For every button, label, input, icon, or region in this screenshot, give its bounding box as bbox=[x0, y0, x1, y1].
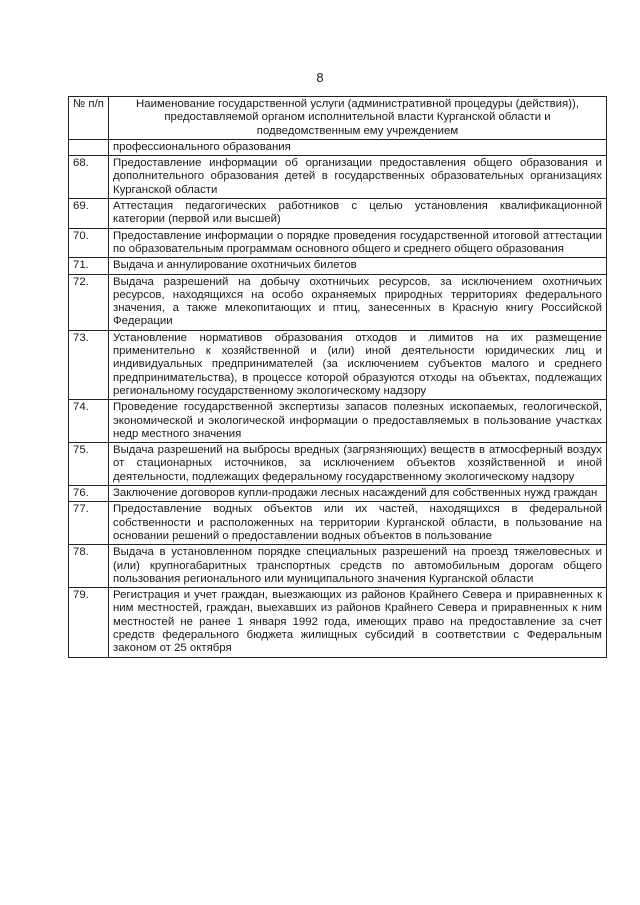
row-service-name: Выдача разрешений на выбросы вредных (загрязняющих) веществ в атмосферный воздух от стационарных источников, за исключением объектов хозяйственной и иной деятельности, подлежащих федеральному государственному экологическому надзору bbox=[109, 443, 607, 486]
row-service-name: Выдача разрешений на добычу охотничьих ресурсов, за исключением охотничьих ресурсов, находящихся на особо охраняемых природных территориях федерального значения, а также млекопитающих и птиц, занесенных в Красную книгу Российской Федерации bbox=[109, 274, 607, 330]
page-number: 8 bbox=[316, 70, 324, 85]
services-table bbox=[68, 96, 607, 658]
row-service-name: Установление нормативов образования отходов и лимитов на их размещение применительно к хозяйственной и (или) иной деятельности юридических лиц и индивидуальных предпринимателей (за исключением субъектов малого и среднего предпринимательства), в процессе которой образуются отходы на объектах, подлежащих региональному государственному экологическому надзору bbox=[109, 330, 607, 399]
row-number: 71. bbox=[69, 258, 109, 274]
table-header-row bbox=[69, 97, 607, 140]
row-service-name: Выдача в установленном порядке специальных разрешений на проезд тяжеловесных и (или) крупногабаритных транспортных средств по автомобильным дорогам общего пользования регионального или муниципального значения Курганской области bbox=[109, 545, 607, 588]
row-service-name: профессионального образования bbox=[109, 139, 607, 155]
row-number: 77. bbox=[69, 502, 109, 545]
row-number bbox=[69, 139, 109, 155]
row-number: 75. bbox=[69, 443, 109, 486]
table-row bbox=[69, 400, 607, 443]
row-number: 69. bbox=[69, 199, 109, 229]
table-row bbox=[69, 486, 607, 502]
row-number: 76. bbox=[69, 486, 109, 502]
row-number: 70. bbox=[69, 228, 109, 258]
row-service-name: Проведение государственной экспертизы запасов полезных ископаемых, геологической, экономической и экологической информации о предоставляемых в пользование участках недр местного значения bbox=[109, 400, 607, 443]
table-row bbox=[69, 199, 607, 229]
table-row bbox=[69, 258, 607, 274]
row-service-name: Аттестация педагогических работников с целью установления квалификационной категории (первой или высшей) bbox=[109, 199, 607, 229]
row-number: 74. bbox=[69, 400, 109, 443]
row-service-name: Предоставление информации о порядке проведения государственной итоговой аттестации по образовательным программам основного общего и среднего общего образования bbox=[109, 228, 607, 258]
table-row bbox=[69, 443, 607, 486]
table-row bbox=[69, 502, 607, 545]
row-number: 78. bbox=[69, 545, 109, 588]
table-row bbox=[69, 274, 607, 330]
row-service-name: Заключение договоров купли-продажи лесных насаждений для собственных нужд граждан bbox=[109, 486, 607, 502]
row-number: 73. bbox=[69, 330, 109, 399]
row-service-name: Предоставление информации об организации предоставления общего образования и дополнительного образования детей в государственных образовательных организациях Курганской области bbox=[109, 156, 607, 199]
row-service-name: Предоставление водных объектов или их частей, находящихся в федеральной собственности и расположенных на территории Курганской области, в пользование на основании решений о предоставлении водных объектов в пользование bbox=[109, 502, 607, 545]
header-number: № п/п bbox=[69, 97, 109, 140]
row-number: 68. bbox=[69, 156, 109, 199]
row-number: 79. bbox=[69, 588, 109, 657]
row-service-name: Выдача и аннулирование охотничьих билетов bbox=[109, 258, 607, 274]
table-row bbox=[69, 228, 607, 258]
header-service-name: Наименование государственной услуги (административной процедуры (действия)), предоставляемой органом исполнительной власти Курганской области и подведомственным ему учреждением bbox=[109, 97, 607, 140]
row-number: 72. bbox=[69, 274, 109, 330]
table-row bbox=[69, 588, 607, 657]
row-service-name: Регистрация и учет граждан, выезжающих из районов Крайнего Севера и приравненных к ним местностей, граждан, выехавших из районов Крайнего Севера и приравненных к ним местностей не ранее 1 января 1992 года, имеющих право на предоставление за счет средств федерального бюджета жилищных субсидий в соответствии с Федеральным законом от 25 октября bbox=[109, 588, 607, 657]
table-row bbox=[69, 139, 607, 155]
table-row bbox=[69, 156, 607, 199]
table-row bbox=[69, 545, 607, 588]
table-row bbox=[69, 330, 607, 399]
